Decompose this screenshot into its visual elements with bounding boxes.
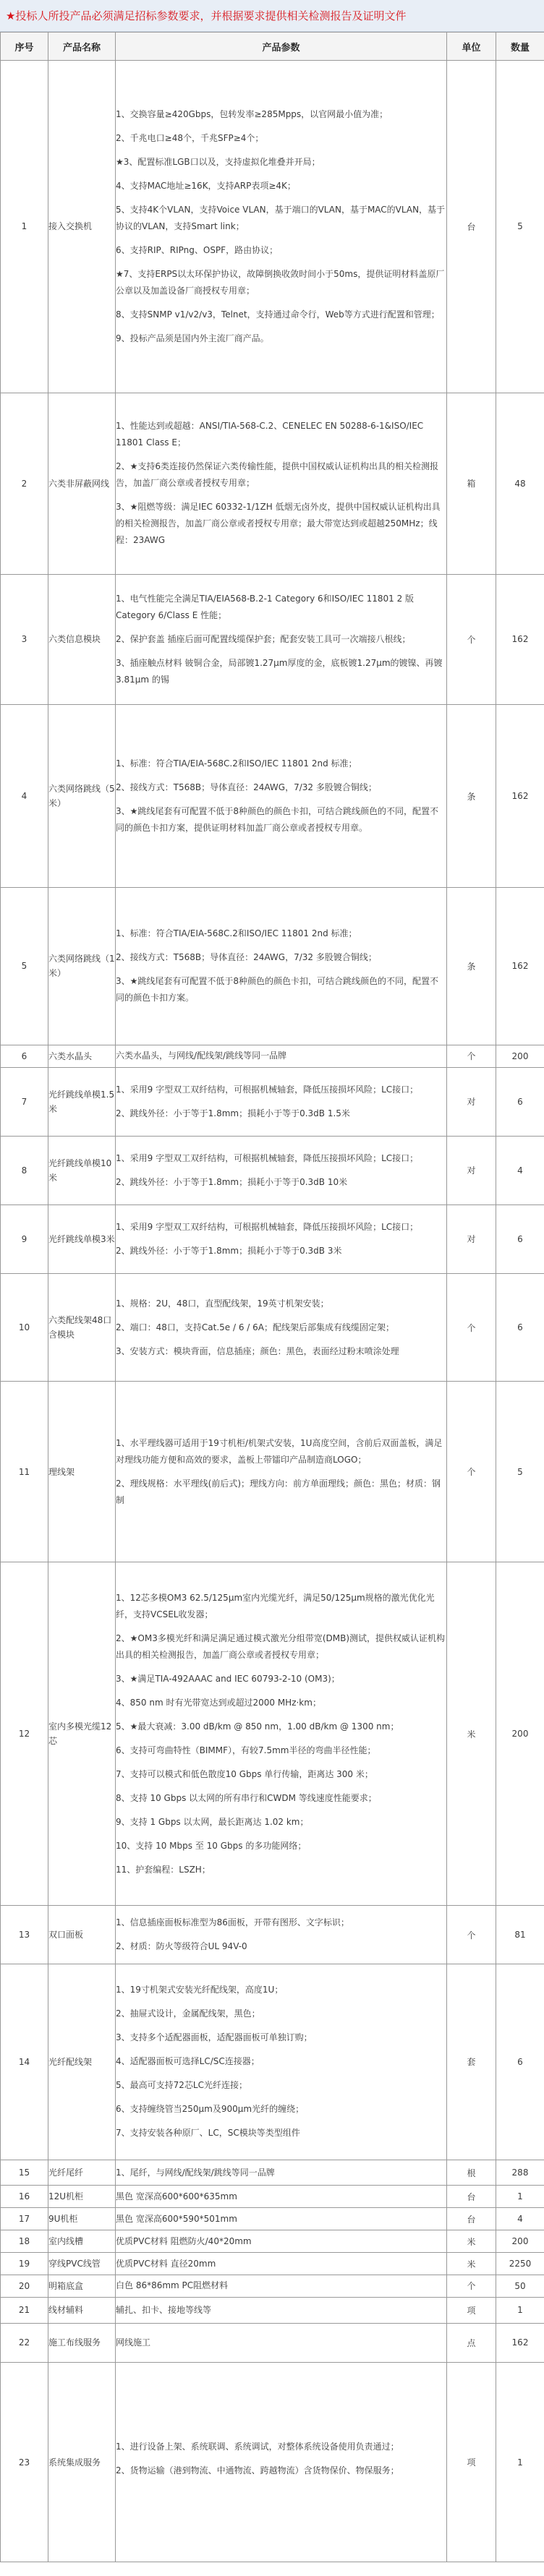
unit-cell: 对 [447, 1136, 496, 1204]
row-number: 10 [1, 1273, 48, 1382]
unit-cell: 点 [447, 2323, 496, 2363]
table-row [1, 1273, 544, 1382]
quantity-cell: 6 [496, 1964, 544, 2160]
product-name: 12U机柜 [48, 2186, 116, 2208]
product-name: 接入交换机 [48, 61, 116, 393]
row-number: 18 [1, 2230, 48, 2253]
product-table [0, 32, 544, 2562]
product-name: 六类信息模块 [48, 574, 116, 705]
param-line: 1、电气性能完全满足TIA/EIA568-B.2-1 Category 6和ISO/IEC 11801 2 版 Category 6/Class E 性能； [116, 593, 415, 620]
product-params [116, 1273, 447, 1382]
product-params [116, 2275, 447, 2298]
row-number: 6 [1, 1045, 48, 1067]
unit-cell: 条 [447, 705, 496, 888]
param-line: 1、水平理线器可适用于19寸机柜/机架式安装，1U高度空间，含前后双面盖板，满足对理线功能方便和高效的要求，盖板上带镭印产品制造商LOGO； [116, 1437, 443, 1465]
product-name: 六类配线架48口含模块 [48, 1273, 116, 1382]
unit-cell: 个 [447, 2275, 496, 2298]
param-line: 3、★跳线尾套有可配置不低于8种颜色的颜色卡扣，可结合跳线颜色的不同，配置不同的颜色卡扣方案，提供证明材料加盖厂商公章或者授权专用章。 [116, 806, 439, 834]
table-row [1, 1964, 544, 2160]
param-line: 1、性能达到或超越：ANSI/TIA-568-C.2、CENELEC EN 50288-6-1&ISO/IEC 11801 Class E； [116, 421, 424, 448]
param-line: 4、850 nm 时有光带宽达到或超过2000 MHz·km； [116, 1697, 321, 1708]
param-line: 7、支持可以模式和低色散度10 Gbps 单行传输，距离达 300 米； [116, 1768, 373, 1779]
product-name: 室内多模光缆12芯 [48, 1562, 116, 1905]
param-line: 9、投标产品须是国内外主流厂商产品。 [116, 333, 269, 343]
product-params [116, 1906, 447, 1964]
param-line: 2、材质：防火等级符合UL 94V-0 [116, 1941, 247, 1952]
row-number: 3 [1, 574, 48, 705]
quantity-cell: 1 [496, 2297, 544, 2323]
param-line: 2、千兆电口≥48个，千兆SFP≥4个； [116, 132, 264, 143]
product-params [116, 1045, 447, 1067]
product-name: 光纤配线架 [48, 1964, 116, 2160]
quantity-cell: 162 [496, 888, 544, 1045]
param-line: 9、支持 1 Gbps 以太网，最长距离达 1.02 km； [116, 1816, 309, 1827]
param-line: 3、★阻燃等级：满足IEC 60332-1/1ZH 低烟无卤外皮，提供中国权威认证机构出具的相关检测报告，加盖厂商公章或者授权专用章；最大带宽达到或超越250MHz；线程：23AWG [116, 502, 441, 546]
product-params [116, 1964, 447, 2160]
param-line: 7、支持安装各种原厂、LC，SC模块等类型组件 [116, 2128, 300, 2139]
param-line: 6、支持RIP、RIPng、OSPF，路由协议； [116, 244, 279, 255]
unit-cell: 米 [447, 1562, 496, 1905]
table-row [1, 1045, 544, 1067]
column-header-qty: 数量 [496, 33, 544, 61]
product-name: 明箱底盒 [48, 2275, 116, 2298]
column-header-params: 产品参数 [116, 33, 447, 61]
product-name: 双口面板 [48, 1906, 116, 1964]
row-number: 7 [1, 1067, 48, 1136]
quantity-cell: 200 [496, 1562, 544, 1905]
row-number: 15 [1, 2160, 48, 2186]
table-row [1, 2253, 544, 2275]
product-name: 六类网络跳线（5米） [48, 705, 116, 888]
row-number: 8 [1, 1136, 48, 1204]
param-line: 8、支持SNMP v1/v2/v3，Telnet，支持通过命令行，Web等方式进行配置和管理； [116, 309, 440, 320]
param-line: 辅扎、扣卡、接地等线等 [116, 2304, 212, 2315]
param-line: 10、支持 10 Mbps 至 10 Gbps 的多功能网络； [116, 1840, 307, 1851]
param-line: ★7、支持ERPS以太环保护协议，故障倒换收敛时间小于50ms，提供证明材料盖原厂公章以及加盖设备厂商授权专用章； [116, 268, 445, 296]
product-params [116, 2160, 447, 2186]
unit-cell: 米 [447, 2253, 496, 2275]
quantity-cell: 200 [496, 1045, 544, 1067]
row-number: 21 [1, 2297, 48, 2323]
table-row [1, 61, 544, 393]
unit-cell: 个 [447, 1045, 496, 1067]
product-name: 六类水晶头 [48, 1045, 116, 1067]
row-number: 20 [1, 2275, 48, 2298]
param-line: 网线施工 [116, 2337, 151, 2348]
param-line: 3、插座触点材料 铍铜合金，局部镀1.27μm厚度的金，底板镀1.27μm的镀镍、再镀3.81μm 的锡 [116, 657, 443, 685]
unit-cell: 套 [447, 1964, 496, 2160]
param-line: 2、接线方式：T568B；导体直径：24AWG，7/32 多股镀合铜线； [116, 782, 377, 793]
unit-cell: 根 [447, 2160, 496, 2186]
product-params [116, 574, 447, 705]
unit-cell: 项 [447, 2297, 496, 2323]
unit-cell: 米 [447, 2230, 496, 2253]
param-line: 1、采用9 字型双工双纤结构，可根据机械轴套，降低压接损坏风险；LC接口； [116, 1084, 419, 1095]
product-params [116, 705, 447, 888]
unit-cell: 箱 [447, 393, 496, 574]
row-number: 9 [1, 1204, 48, 1273]
quantity-cell: 5 [496, 1382, 544, 1562]
product-params [116, 2186, 447, 2208]
quantity-cell: 6 [496, 1067, 544, 1136]
product-name: 9U机柜 [48, 2208, 116, 2230]
row-number: 16 [1, 2186, 48, 2208]
table-row [1, 2208, 544, 2230]
param-line: 3、★跳线尾套有可配置不低于8种颜色的颜色卡扣，可结合跳线颜色的不同，配置不同的颜色卡扣方案。 [116, 976, 439, 1004]
notice-banner: ★投标人所投产品必须满足招标参数要求，并根据要求提供相关检测报告及证明文件 [0, 0, 544, 32]
product-name: 光纤尾纤 [48, 2160, 116, 2186]
param-line: 2、★支持6类连接仍然保证六类传输性能，提供中国权威认证机构出具的相关检测报告，加盖厂商公章或者授权专用章； [116, 461, 439, 489]
param-line: 1、交换容量≥420Gbps，包转发率≥285Mpps，以官网最小值为准； [116, 108, 388, 119]
param-line: 优质PVC材料 直径20mm [116, 2258, 216, 2269]
row-number: 1 [1, 61, 48, 393]
param-line: 2、货物运输（港到物流、中通物流、跨越物流）含货物保价、物保服务； [116, 2465, 399, 2476]
table-row [1, 2275, 544, 2298]
param-line: 2、跳线外径：小于等于1.8mm；损耗小于等于0.3dB 3米 [116, 1245, 342, 1256]
row-number: 22 [1, 2323, 48, 2363]
table-row [1, 2186, 544, 2208]
unit-cell: 个 [447, 1273, 496, 1382]
unit-cell: 对 [447, 1204, 496, 1273]
param-line: 5、支持4K个VLAN，支持Voice VLAN，基于端口的VLAN，基于MAC的VLAN，基于协议的VLAN，支持Smart link； [116, 204, 446, 231]
param-line: 1、19寸机架式安装光纤配线架，高度1U； [116, 1985, 284, 1995]
param-line: 黑色 宽深高600*590*501mm [116, 2213, 237, 2224]
param-line: 1、标准：符合TIA/EIA-568C.2和ISO/IEC 11801 2nd 标准； [116, 928, 357, 939]
product-params [116, 1136, 447, 1204]
param-line: 1、信息插座面板标准型为86面板，开带有图形、文字标识； [116, 1917, 349, 1928]
product-params [116, 2297, 447, 2323]
row-number: 19 [1, 2253, 48, 2275]
quantity-cell: 81 [496, 1906, 544, 1964]
column-header-no: 序号 [1, 33, 48, 61]
product-name: 穿线PVC线管 [48, 2253, 116, 2275]
param-line: 2、理线规格：水平理线(前后式)；理线方向：前方单面理线；颜色：黑色；材质：钢制 [116, 1478, 441, 1505]
param-line: 优质PVC材料 阻燃防火/40*20mm [116, 2235, 252, 2246]
quantity-cell: 2250 [496, 2253, 544, 2275]
product-params [116, 1067, 447, 1136]
row-number: 23 [1, 2363, 48, 2562]
table-header-row [1, 33, 544, 61]
param-line: 3、★满足TIA-492AAAC and IEC 60793-2-10 (OM3)； [116, 1673, 340, 1684]
unit-cell: 台 [447, 61, 496, 393]
table-body [1, 61, 544, 2562]
quantity-cell: 48 [496, 393, 544, 574]
product-params [116, 2323, 447, 2363]
param-line: 黑色 宽深高600*600*635mm [116, 2191, 237, 2201]
quantity-cell: 162 [496, 705, 544, 888]
product-name: 光纤跳线单模10米 [48, 1136, 116, 1204]
quantity-cell: 288 [496, 2160, 544, 2186]
unit-cell: 个 [447, 1382, 496, 1562]
product-name: 线材辅料 [48, 2297, 116, 2323]
param-line: 1、进行设备上架、系统联调、系统调试，对整体系统设备使用负责通过； [116, 2441, 399, 2452]
row-number: 12 [1, 1562, 48, 1905]
param-line: 5、最高可支持72芯LC光纤连接； [116, 2080, 247, 2091]
quantity-cell: 1 [496, 2186, 544, 2208]
param-line: 3、支持多个适配器面板，适配器面板可单独订购； [116, 2032, 313, 2043]
table-row [1, 1136, 544, 1204]
quantity-cell: 5 [496, 61, 544, 393]
table-row [1, 574, 544, 705]
product-name: 六类非屏蔽网线 [48, 393, 116, 574]
param-line: 2、保护套盖 插座后面可配置线缆保护套；配套安装工具可一次端接八根线； [116, 633, 411, 644]
product-name: 六类网络跳线（1米） [48, 888, 116, 1045]
quantity-cell: 4 [496, 1136, 544, 1204]
param-line: 1、尾纤，与网线/配线架/跳线等同一品牌 [116, 2167, 275, 2178]
row-number: 13 [1, 1906, 48, 1964]
product-name: 理线架 [48, 1382, 116, 1562]
product-params [116, 2230, 447, 2253]
param-line: 8、支持 10 Gbps 以太网的所有串行和CWDM 等线速度性能要求； [116, 1792, 377, 1803]
product-params [116, 1204, 447, 1273]
quantity-cell: 200 [496, 2230, 544, 2253]
table-row [1, 1562, 544, 1905]
product-name: 室内线槽 [48, 2230, 116, 2253]
param-line: 1、12芯多模OM3 62.5/125μm室内光缆光纤，满足50/125μm规格的激光优化光纤，支持VCSEL收发器； [116, 1592, 435, 1619]
product-name: 施工布线服务 [48, 2323, 116, 2363]
param-line: 1、标准：符合TIA/EIA-568C.2和ISO/IEC 11801 2nd 标准； [116, 758, 357, 769]
param-line: 六类水晶头，与网线/配线架/跳线等同一品牌 [116, 1050, 287, 1061]
param-line: 2、抽屉式设计，金属配线架，黑色； [116, 2008, 260, 2019]
table-row [1, 2230, 544, 2253]
product-params [116, 888, 447, 1045]
product-params [116, 2363, 447, 2562]
param-line: 6、支持可弯曲特性（BIMMF），有较7.5mm半径的弯曲半径性能； [116, 1745, 376, 1755]
param-line: 2、★OM3多模光纤和满足满足通过模式激光分组带宽(DMB)测试，提供权威认证机构出具的相关检测报告，加盖厂商公章或者授权专用章； [116, 1633, 446, 1660]
product-name: 光纤跳线单模1.5米 [48, 1067, 116, 1136]
table-row [1, 393, 544, 574]
product-params [116, 2253, 447, 2275]
table-row [1, 2363, 544, 2562]
product-params [116, 1562, 447, 1905]
unit-cell: 对 [447, 1067, 496, 1136]
unit-cell: 条 [447, 888, 496, 1045]
param-line: 6、支持缠绕管当250μm及900μm光纤的缠绕； [116, 2104, 305, 2115]
row-number: 2 [1, 393, 48, 574]
param-line: 3、安装方式：模块背面，信息插座；颜色：黑色，表面经过粉末喷涂处理 [116, 1345, 399, 1356]
product-params [116, 2208, 447, 2230]
quantity-cell: 50 [496, 2275, 544, 2298]
unit-cell: 项 [447, 2363, 496, 2562]
column-header-name: 产品名称 [48, 33, 116, 61]
quantity-cell: 6 [496, 1204, 544, 1273]
table-row [1, 1906, 544, 1964]
param-line: 4、支持MAC地址≥16K，支持ARP表项≥4K； [116, 180, 296, 191]
row-number: 5 [1, 888, 48, 1045]
column-header-unit: 单位 [447, 33, 496, 61]
table-row [1, 1067, 544, 1136]
table-row [1, 705, 544, 888]
table-row [1, 2297, 544, 2323]
unit-cell: 个 [447, 1906, 496, 1964]
unit-cell: 台 [447, 2208, 496, 2230]
param-line: 2、跳线外径：小于等于1.8mm；损耗小于等于0.3dB 10米 [116, 1176, 348, 1187]
param-line: 1、规格：2U，48口，直型配线架，19英寸机架安装； [116, 1298, 329, 1309]
quantity-cell: 6 [496, 1273, 544, 1382]
param-line: 2、跳线外径：小于等于1.8mm；损耗小于等于0.3dB 1.5米 [116, 1108, 350, 1118]
param-line: 白色 86*86mm PC阻燃材料 [116, 2280, 229, 2291]
product-params [116, 1382, 447, 1562]
quantity-cell: 162 [496, 574, 544, 705]
unit-cell: 个 [447, 574, 496, 705]
row-number: 17 [1, 2208, 48, 2230]
param-line: 5、★最大衰减：3.00 dB/km @ 850 nm，1.00 dB/km @ 1300 nm； [116, 1721, 399, 1732]
table-row [1, 1204, 544, 1273]
table-row [1, 2160, 544, 2186]
product-params [116, 61, 447, 393]
product-name: 系统集成服务 [48, 2363, 116, 2562]
table-row [1, 2323, 544, 2363]
param-line: ★3、配置标准LGB口以及，支持虚拟化堆叠并开局； [116, 156, 320, 167]
row-number: 14 [1, 1964, 48, 2160]
unit-cell: 台 [447, 2186, 496, 2208]
param-line: 1、采用9 字型双工双纤结构，可根据机械轴套，降低压接损坏风险；LC接口； [116, 1152, 419, 1163]
param-line: 4、适配器面板可选择LC/SC连接器； [116, 2056, 260, 2067]
quantity-cell: 1 [496, 2363, 544, 2562]
product-name: 光纤跳线单模3米 [48, 1204, 116, 1273]
table-row [1, 1382, 544, 1562]
param-line: 11、护套编程：LSZH； [116, 1864, 211, 1875]
table-row [1, 888, 544, 1045]
product-params [116, 393, 447, 574]
param-line: 2、端口：48口，支持Cat.5e / 6 / 6A；配线架后部集成有线缆固定架； [116, 1322, 394, 1332]
param-line: 1、采用9 字型双工双纤结构，可根据机械轴套，降低压接损坏风险；LC接口； [116, 1221, 419, 1232]
row-number: 11 [1, 1382, 48, 1562]
quantity-cell: 162 [496, 2323, 544, 2363]
param-line: 2、接线方式：T568B；导体直径：24AWG，7/32 多股镀合铜线； [116, 952, 377, 963]
row-number: 4 [1, 705, 48, 888]
quantity-cell: 4 [496, 2208, 544, 2230]
